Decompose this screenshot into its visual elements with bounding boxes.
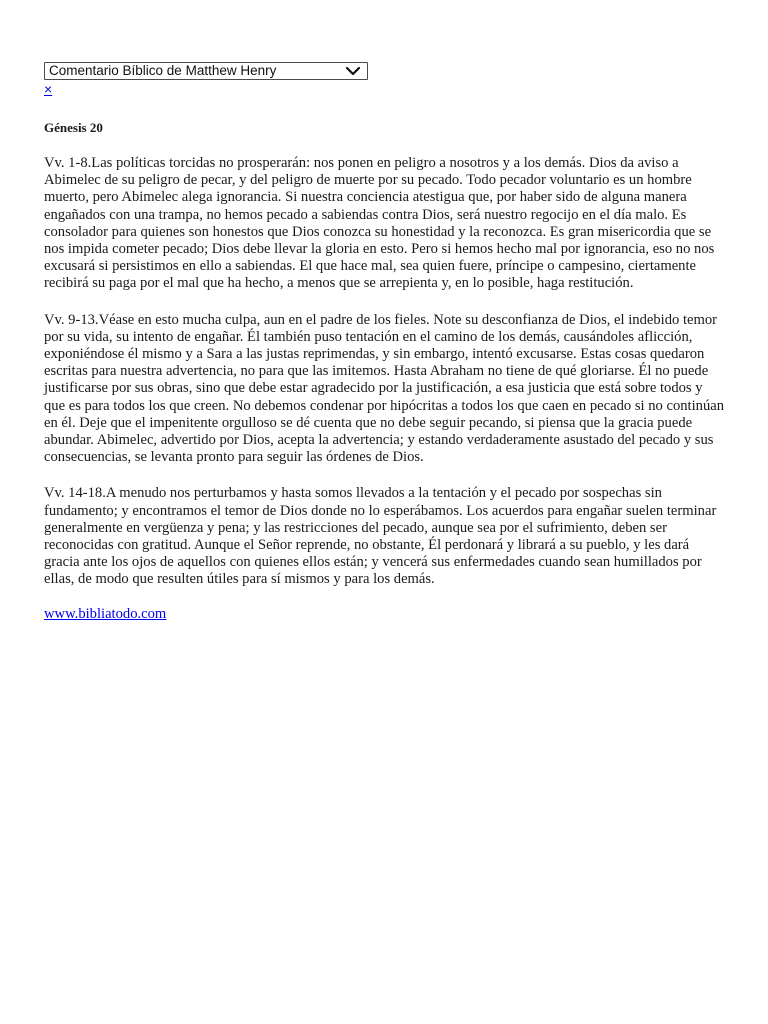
commentary-page [44,62,726,623]
commentary-paragraph: Vv. 1-8.Las políticas torcidas no prosperarán: nos ponen en peligro a nosotros y a los demás. Dios da aviso a Abimelec de su peligro de pecar, y del peligro de muerte por su pecado. Todo pecador voluntario es un hombre muerto, pero Abimelec alega ignorancia. Si nuestra conciencia atestigua que, por haber sido de alguna manera engañados con una trampa, no hemos pecado a sabiendas contra Dios, será nuestro regocijo en el día malo. Es consolador para quienes son honestos que Dios conozca su honestidad y la reconozca. Es gran misericordia que se nos impida cometer pecado; Dios debe llevar la gloria en esto. Pero si hemos hecho mal por ignorancia, eso no nos excusará si persistimos en ello a sabiendas. El que hace mal, sea quien fuere, príncipe o campesino, ciertamente recibirá su paga por el mal que ha hecho, a menos que se arrepienta y, en lo posible, haga restitución. [44,155,715,292]
commentary-select[interactable] [44,62,368,80]
chapter-title: Génesis 20 [44,120,103,135]
chevron-down-icon [345,66,361,76]
commentary-paragraph: Vv. 14-18.A menudo nos perturbamos y hasta somos llevados a la tentación y el pecado por sospechas sin fundamento; y encontramos el temor de Dios donde no lo esperábamos. Los acuerdos para engañar suelen terminar generalmente en vergüenza y pena; y las restricciones del pecado, aunque sea por el sufrimiento, deben ser reconocidas con gratitud. Aunque el Señor reprende, no obstante, Él perdonará y librará a su pueblo, y les dará gracia ante los ojos de aquellos con quienes ellos están; y vencerá sus enfermedades cuando sean humillados por ellas, de modo que resulten útiles para sí mismos y para los demás. [44,485,717,588]
commentary-select-value: Comentario Bíblico de Matthew Henry [49,63,277,78]
source-link[interactable]: www.bibliatodo.com [44,605,167,622]
commentary-paragraph: Vv. 9-13.Véase en esto mucha culpa, aun en el padre de los fieles. Note su desconfianza de Dios, el indebido temor por su vida, su intento de engañar. Él también puso tentación en el camino de los demás, causándoles aflicción, exponiéndose él mismo y a Sara a las justas reprimendas, y sin embargo, intentó excusarse. Estas cosas quedaron escritas para nuestra advertencia, no para que las imitemos. Hasta Abraham no tiene de qué gloriarse. Él no puede justificarse por sus obras, sino que debe estar agradecido por la justificación, a esa justicia que está sobre todos y que es para todos los que creen. No debemos condenar por hipócritas a todos los que caen en pecado si no continúan en él. Deje que el impenitente orgulloso se dé cuenta que no debe seguir pecando, si piensa que la gracia puede abundar. Abimelec, advertido por Dios, acepta la advertencia; y estando verdaderamente asustado del pecado y sus consecuencias, se levanta pronto para seguir las órdenes de Dios. [44,311,725,466]
close-link[interactable]: × [44,81,53,97]
